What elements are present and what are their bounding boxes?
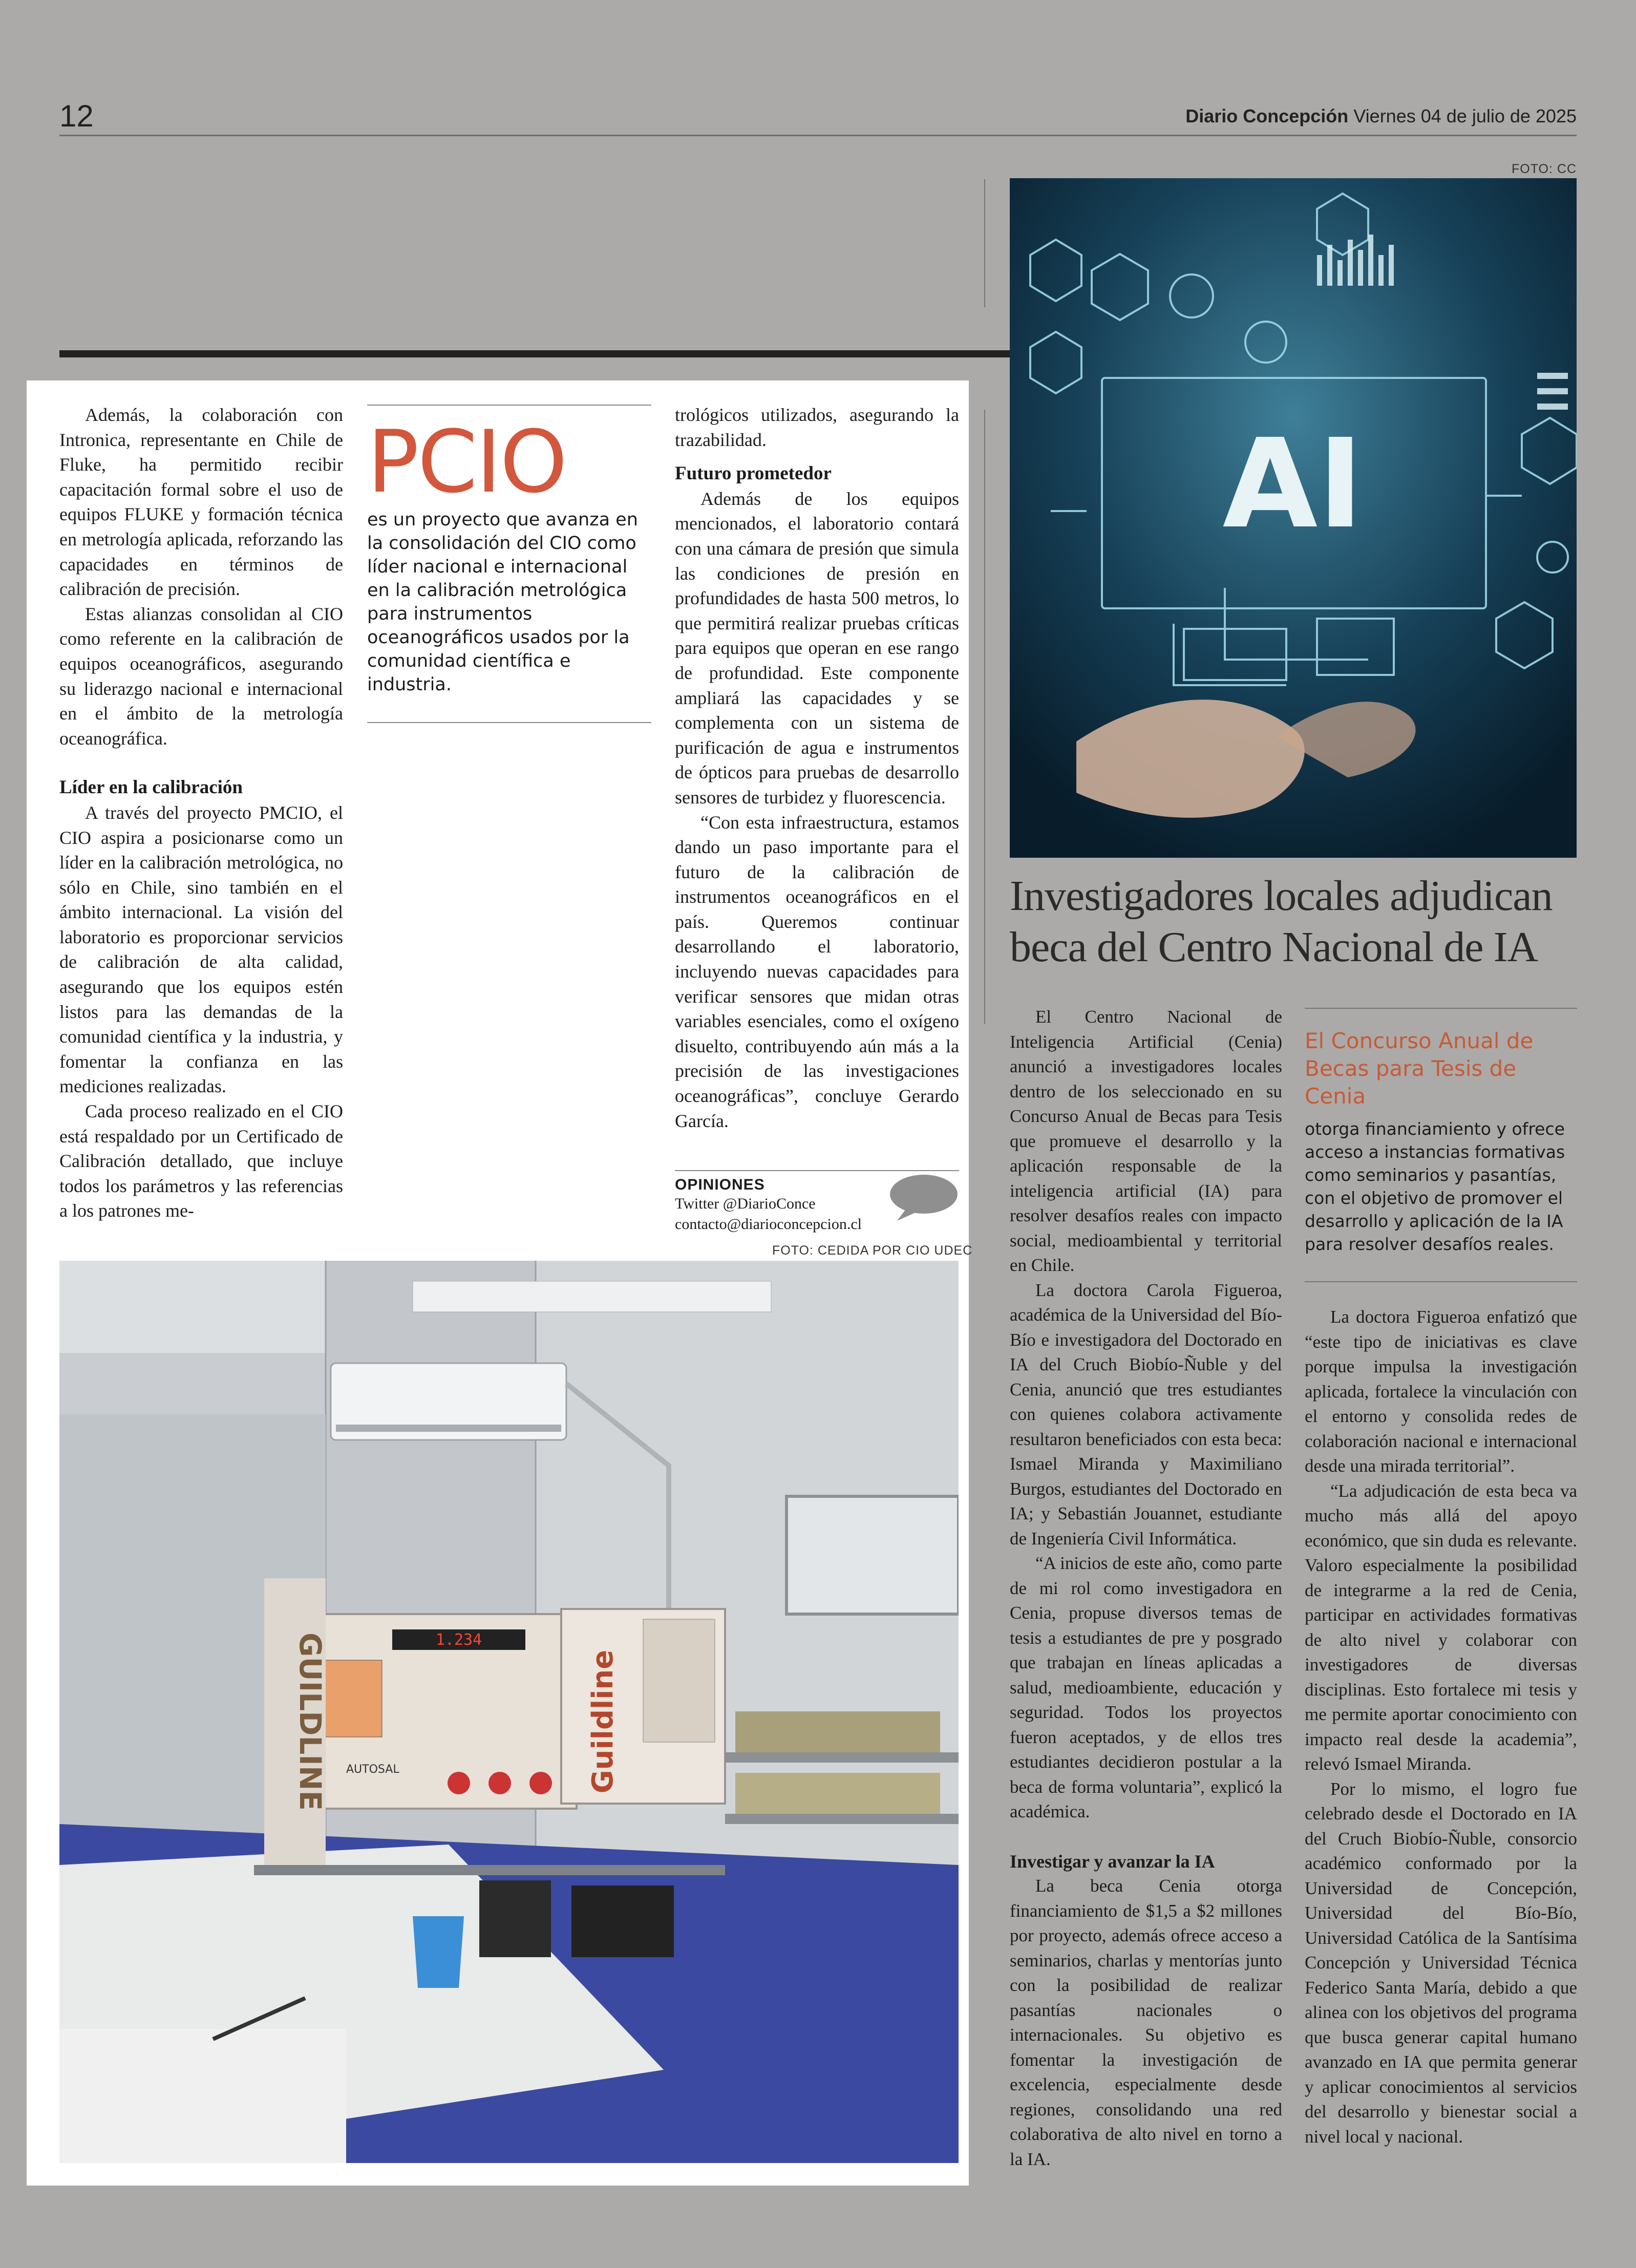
article-headline: Investigadores locales adjudican beca del Centro Nacional de IA [1010, 872, 1553, 971]
article2-column-1 [1010, 1005, 1282, 2172]
ai-graphic-text: AI [1222, 412, 1364, 556]
lab-photo-illustration [59, 1261, 959, 2163]
subheading: Líder en la calibración [59, 777, 243, 798]
article-column-1 [59, 402, 343, 1223]
ai-concept-photo [1010, 178, 1577, 858]
brand-label-left: GUILDLINE [293, 1632, 328, 1811]
divider [1305, 1281, 1577, 1282]
masthead [1185, 105, 1577, 127]
twitter-handle[interactable]: Twitter @DiarioConce [675, 1195, 816, 1212]
divider [367, 722, 651, 723]
divider [675, 1170, 959, 1171]
paragraph: Estas alianzas consolidan al CIO como referente en la calibración de equipos oceanográficos, asegurando su liderazgo nacional e internacional en el ámbito de la metrología oceanográfica. [59, 603, 343, 749]
paragraph: Además de los equipos mencionados, el laboratorio contará con una cámara de presión que simula las condiciones de presión en profundidades de hasta 500 metros, lo que permitirá realizar pruebas críticas para equipos que operan en ese rango de profundidad. Este componente ampliará las capacidades y se complementa con un sistema de purificación de agua e instrumentos de ópticos para pruebas de desarrollo sensores de turbidez y fluorescencia. [675, 488, 959, 808]
ai-photo-illustration [1010, 178, 1577, 858]
article2-column-2 [1305, 1305, 1577, 2149]
opinions-label: OPINIONES [675, 1176, 765, 1193]
highlight-box [1305, 1008, 1577, 1282]
paragraph: A través del proyecto PMCIO, el CIO aspira a posicionarse como un líder en la calibración metrológica, no sólo en Chile, sino también en el ámbito internacional. La visión del laboratorio es proporcionar servicios de calibración de alta calidad, asegurando que los equipos estén listos para las demandas de la comunidad científica y la industria, y fomentar la confianza en las mediciones realizadas. [59, 802, 343, 1097]
photo-credit: FOTO: CC [1512, 162, 1577, 176]
instrument-display: 1.234 [435, 1631, 482, 1649]
paper-name: Diario Concepción [1185, 105, 1349, 126]
issue-date: Viernes 04 de julio de 2025 [1353, 105, 1577, 126]
header-rule [59, 135, 1577, 136]
paragraph: El Centro Nacional de Inteligencia Artificial (Cenia) anunció a investigadores locales dentro de los seleccionado en su Concurso Anual de Becas para Tesis que promueve el desarrollo y la aplicación responsable de la inteligencia artificial (IA) para resolver desafíos reales con impacto social, medioambiental y territorial en Chile. [1010, 1007, 1282, 1275]
divider [367, 405, 651, 406]
speech-bubble-icon [886, 1174, 959, 1222]
paragraph: “La adjudicación de esta beca va mucho más allá del apoyo económico, que sin duda es relevante. Valoro especialmente la posibilidad de integrarme a la red de Cenia, participar en actividades formativas de alto nivel y colaborar con investigadores de diversas disciplinas. Esto fortalece mi tesis y me permite aportar conocimiento con impacto real desde la academia”, relevó Ismael Miranda. [1305, 1480, 1577, 1774]
paragraph: Además, la colaboración con Intronica, representante en Chile de Fluke, ha permitido recibir capacitación formal sobre el uso de equipos FLUKE y formación técnica en metrología aplicada, reforzando las capacidades en términos de calibración de precisión. [59, 405, 343, 600]
subheading: Futuro prometedor [675, 463, 832, 484]
paragraph: “Con esta infraestructura, estamos dando un paso importante para el futuro de la calibración de instrumentos oceanográficos en el país. Queremos continuar desarrollando el laboratorio, incluyendo nuevas capacidades para verificar sensores que midan otras variables esenciales, como el oxígeno disuelto, contribuyendo aún más a la precisión de las investigaciones oceanográficas”, concluye Gerardo García. [675, 812, 959, 1131]
paragraph: Cada proceso realizado en el CIO está respaldado por un Certificado de Calibración detallado, que incluye todos los parámetros y las referencias a los patrones me- [59, 1101, 343, 1221]
highlight-text: otorga financiamiento y ofrece acceso a instancias formativas como seminarios y pasantías, con el objetivo de promover el desarrollo y aplicación de la IA para resolver desafíos reales. [1305, 1119, 1565, 1254]
subheading: Investigar y avanzar la IA [1010, 1851, 1215, 1872]
paragraph: La doctora Carola Figueroa, académica de la Universidad del Bío-Bío e investigadora del Doctorado en IA del Cruch Biobío-Ñuble y del Cenia, anunció que tres estudiantes con quienes colabora activamente resultaron beneficiados con esta beca: Ismael Miranda y Maximiliano Burgos, estudiantes del Doctorado en IA; y Sebastián Jouannet, estudiante de Ingeniería Civil Informática. [1010, 1280, 1282, 1549]
pull-quote [367, 405, 651, 723]
brand-label-right: Guildline [586, 1649, 620, 1794]
divider [1305, 1008, 1577, 1009]
pull-quote-title: PCIO [367, 412, 566, 512]
highlight-title: El Concurso Anual de Becas para Tesis de Cenia [1305, 1028, 1534, 1109]
instrument-label: AUTOSAL [346, 1763, 399, 1776]
paragraph: Por lo mismo, el logro fue celebrado desde el Doctorado en IA del Cruch Biobío-Ñuble, consorcio académico conformado por la Universidad de Concepción, Universidad del Bío-Bío, Universidad Católica de la Santísima Concepción y Universidad Técnica Federico Santa María, debido a que alinea con los objetivos del programa que busca generar capital humano avanzado en IA que permita generar y aplicar conocimientos al servicios del desarrollo y bienestar social a nivel local y nacional. [1305, 1778, 1577, 2147]
contact-email[interactable]: contacto@diarioconcepcion.cl [675, 1216, 862, 1233]
page-number: 12 [59, 99, 94, 133]
lab-photo [59, 1261, 959, 2163]
pull-quote-text: es un proyecto que avanza en la consolidación del CIO como líder nacional e internacional en la calibración metrológica para instrumentos oceanográficos usados por la comunidad científica e industria. [367, 510, 638, 695]
paragraph: trológicos utilizados, asegurando la trazabilidad. [675, 405, 959, 450]
photo-credit: FOTO: CEDIDA POR CIO UDEC [772, 1243, 973, 1258]
paragraph: La doctora Figueroa enfatizó que “este tipo de iniciativas es clave porque impulsa la investigación aplicada, fortalece la vinculación con el entorno y consolida redes de colaboración nacional e internacional desde una mirada territorial”. [1305, 1307, 1577, 1476]
article-column-3 [675, 402, 959, 1133]
column-divider [984, 410, 985, 1024]
paragraph: “A inicios de este año, como parte de mi rol como investigadora en Cenia, propuse diversos temas de tesis a estudiantes de pre y posgrado que trabajan en líneas aplicadas a salud, medioambiente, educación y seguridad. Todos los proyectos fueron aceptados, y de ellos tres estudiantes decidieron postular a la beca de forma voluntaria”, explicó la académica. [1010, 1553, 1282, 1821]
section-rule [59, 350, 1012, 357]
column-divider [984, 179, 985, 307]
paragraph: La beca Cenia otorga financiamiento de $1,5 a $2 millones por proyecto, además ofrece acceso a seminarios, charlas y mentorías junto con la posibilidad de realizar pasantías nacionales o internacionales. Su objetivo es fomentar la investigación de excelencia, especialmente desde regiones, consolidando una red colaborativa de alto nivel en torno a la IA. [1010, 1876, 1282, 2169]
